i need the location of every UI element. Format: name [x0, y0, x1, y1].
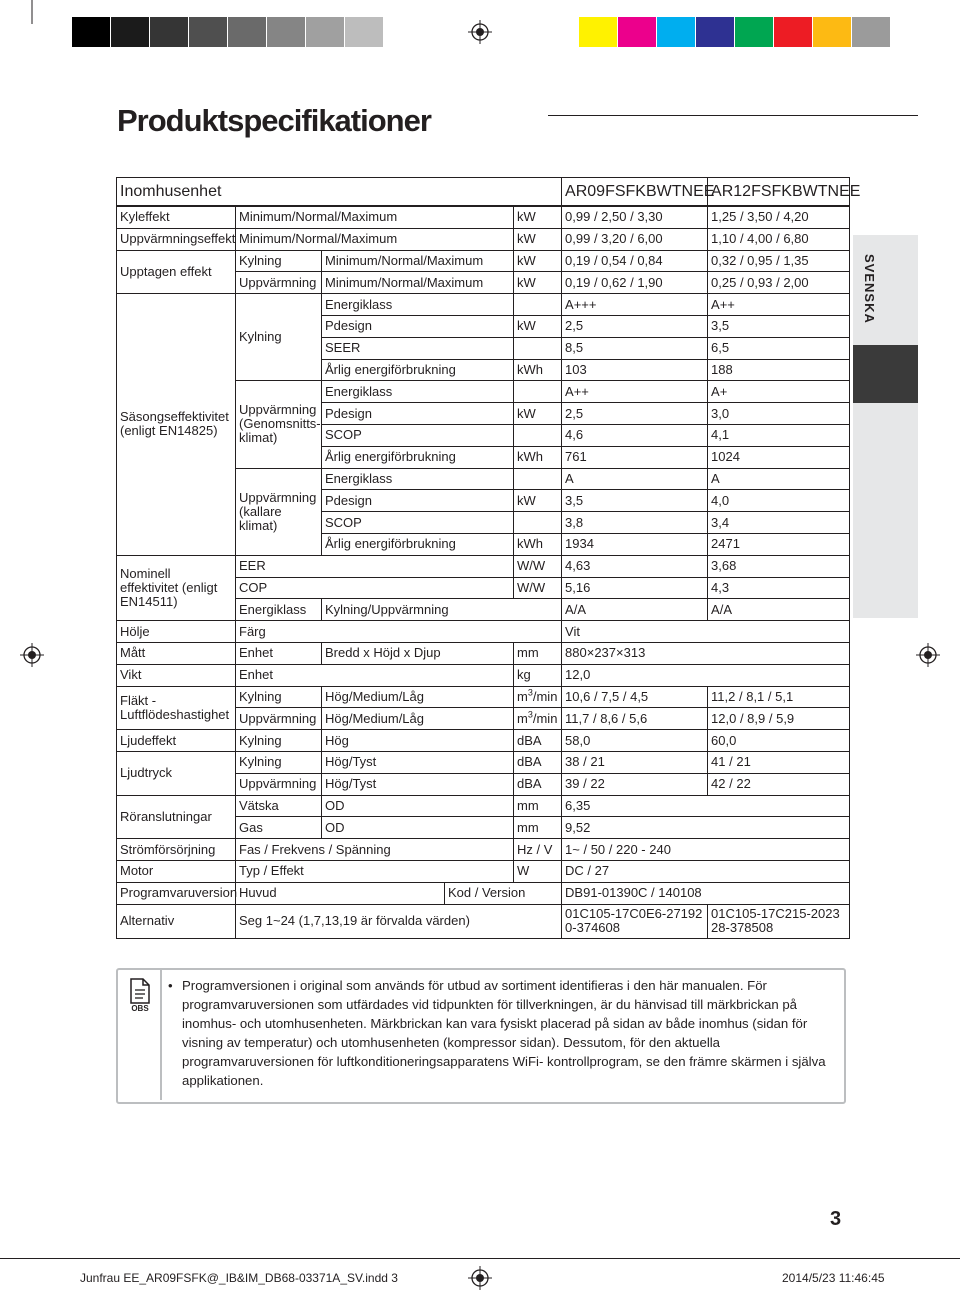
row-label: Uppvärmningseffekt	[117, 228, 236, 250]
registration-mark-icon	[468, 1266, 492, 1290]
value-cell: 3,8	[562, 512, 708, 534]
unit-cell: $m^3/\min$	[514, 686, 562, 708]
value-cell: A++	[562, 381, 708, 403]
row-label: Mått	[117, 642, 236, 664]
value-cell: 880×237×313	[562, 642, 850, 664]
value-cell: 6,5	[708, 337, 850, 359]
value-cell: 4,63	[562, 555, 708, 577]
process-color-swatch	[696, 17, 734, 47]
table-row	[117, 250, 850, 272]
row-param: Kod / Version	[445, 882, 562, 904]
row-label: Nominell effektivitet (enligt EN14511)	[117, 555, 236, 620]
value-cell: 58,0	[562, 730, 708, 752]
row-sublabel: Minimum/Normal/Maximum	[236, 228, 514, 250]
row-sublabel: Fas / Frekvens / Spänning	[236, 839, 514, 861]
value-cell: 4,1	[708, 424, 850, 446]
row-label: Motor	[117, 860, 236, 882]
row-param: Årlig energiförbrukning	[322, 446, 514, 468]
value-cell: 9,52	[562, 817, 850, 839]
value-cell: 3,68	[708, 555, 850, 577]
gray-swatch	[189, 17, 227, 47]
table-header-row	[117, 178, 850, 207]
unit-cell: kW	[514, 403, 562, 425]
value-cell: 1~ / 50 / 220 - 240	[562, 839, 850, 861]
value-cell: 1934	[562, 533, 708, 555]
row-param: Minimum/Normal/Maximum	[322, 250, 514, 272]
value-cell: 41 / 21	[708, 751, 850, 773]
registration-mark-icon	[20, 0, 44, 24]
unit-cell: kWh	[514, 446, 562, 468]
process-color-swatch	[813, 17, 851, 47]
unit-cell	[514, 468, 562, 490]
row-sublabel: Enhet	[236, 642, 322, 664]
value-cell: 4,0	[708, 490, 850, 512]
unit-cell: kWh	[514, 359, 562, 381]
footer-rule	[0, 1258, 960, 1259]
row-param: Pdesign	[322, 403, 514, 425]
row-label: Strömförsörjning	[117, 839, 236, 861]
value-cell: 0,19 / 0,62 / 1,90	[562, 272, 708, 294]
table-row	[117, 294, 850, 316]
gray-swatch	[345, 17, 383, 47]
row-param: Hög/Medium/Låg	[322, 708, 514, 730]
row-sublabel: Kylning	[236, 730, 322, 752]
unit-cell: dBA	[514, 730, 562, 752]
row-param: Kylning/Uppvärmning	[322, 599, 562, 621]
table-row	[117, 904, 850, 938]
row-label: Programvaruversion	[117, 882, 236, 904]
row-label: Ljudtryck	[117, 751, 236, 795]
row-sublabel: Typ / Effekt	[236, 860, 514, 882]
table-row	[117, 751, 850, 773]
row-sublabel: Seg 1~24 (1,7,13,19 är förvalda värden)	[236, 904, 562, 938]
table-row	[117, 642, 850, 664]
unit-cell: W	[514, 860, 562, 882]
value-cell: 3,5	[708, 315, 850, 337]
unit-cell	[514, 381, 562, 403]
value-cell: 11,7 / 8,6 / 5,6	[562, 708, 708, 730]
row-label: Fläkt - Luftflödeshastighet	[117, 686, 236, 730]
row-sublabel: Gas	[236, 817, 322, 839]
spec-table	[116, 177, 861, 939]
unit-cell	[514, 424, 562, 446]
table-row	[117, 882, 850, 904]
row-sublabel: Energiklass	[236, 599, 322, 621]
gray-swatch	[267, 17, 305, 47]
registration-mark-icon	[20, 643, 44, 667]
unit-cell: kW	[514, 206, 562, 228]
unit-cell: kW	[514, 250, 562, 272]
value-cell: 2471	[708, 533, 850, 555]
value-cell: 38 / 21	[562, 751, 708, 773]
row-sublabel: Vätska	[236, 795, 322, 817]
header-model-a: AR09FSFKBWTNEE	[562, 178, 708, 207]
row-param: SCOP	[322, 424, 514, 446]
row-sublabel: Kylning	[236, 686, 322, 708]
row-param: Hög/Medium/Låg	[322, 686, 514, 708]
unit-cell: kW	[514, 315, 562, 337]
value-cell: 103	[562, 359, 708, 381]
value-cell: 1,25 / 3,50 / 4,20	[708, 206, 850, 228]
value-cell: A+++	[562, 294, 708, 316]
value-cell: 10,6 / 7,5 / 4,5	[562, 686, 708, 708]
row-param: Årlig energiförbrukning	[322, 533, 514, 555]
title-rule	[548, 115, 918, 116]
value-cell: 12,0	[562, 664, 850, 686]
value-cell: 1024	[708, 446, 850, 468]
value-cell: 0,32 / 0,95 / 1,35	[708, 250, 850, 272]
unit-cell	[514, 294, 562, 316]
unit-cell: kW	[514, 272, 562, 294]
row-label: Röranslutningar	[117, 795, 236, 839]
row-param: Pdesign	[322, 490, 514, 512]
unit-cell: mm	[514, 642, 562, 664]
value-cell: 4,3	[708, 577, 850, 599]
unit-cell: mm	[514, 817, 562, 839]
value-cell: 0,19 / 0,54 / 0,84	[562, 250, 708, 272]
value-cell: 2,5	[562, 315, 708, 337]
process-color-swatch	[618, 17, 656, 47]
table-row	[117, 621, 850, 643]
row-sublabel: Uppvärmning (kallare klimat)	[236, 468, 322, 555]
gray-swatch	[72, 17, 110, 47]
note-obs-label: OBS	[131, 1004, 149, 1013]
row-param: Hög/Tyst	[322, 773, 514, 795]
row-sublabel: Uppvärmning	[236, 773, 322, 795]
process-color-swatch	[735, 17, 773, 47]
unit-cell	[514, 337, 562, 359]
value-cell: 01C105-17C0E6-271920-374608	[562, 904, 708, 938]
row-sublabel: Färg	[236, 621, 562, 643]
unit-cell: kW	[514, 490, 562, 512]
unit-cell: mm	[514, 795, 562, 817]
process-color-swatch	[657, 17, 695, 47]
row-label: Ljudeffekt	[117, 730, 236, 752]
unit-cell: kWh	[514, 533, 562, 555]
unit-cell: kW	[514, 228, 562, 250]
row-param: Bredd x Höjd x Djup	[322, 642, 514, 664]
row-label: Hölje	[117, 621, 236, 643]
value-cell: Vit	[562, 621, 850, 643]
row-sublabel: Enhet	[236, 664, 514, 686]
value-cell: 3,4	[708, 512, 850, 534]
value-cell: 4,6	[562, 424, 708, 446]
value-cell: 01C105-17C215-202328-378508	[708, 904, 850, 938]
value-cell: A+	[708, 381, 850, 403]
value-cell: 3,0	[708, 403, 850, 425]
table-row	[117, 664, 850, 686]
value-cell: 12,0 / 8,9 / 5,9	[708, 708, 850, 730]
value-cell: 60,0	[708, 730, 850, 752]
page-title: Produktspecifikationer	[117, 103, 431, 138]
table-row	[117, 730, 850, 752]
unit-cell	[514, 512, 562, 534]
gray-swatch	[150, 17, 188, 47]
row-param: Pdesign	[322, 315, 514, 337]
note-document-icon	[127, 978, 153, 1006]
note-bullet: •	[168, 978, 173, 993]
unit-cell: dBA	[514, 773, 562, 795]
value-cell: DC / 27	[562, 860, 850, 882]
value-cell: 3,5	[562, 490, 708, 512]
value-cell: 11,2 / 8,1 / 5,1	[708, 686, 850, 708]
unit-cell: kg	[514, 664, 562, 686]
value-cell: 8,5	[562, 337, 708, 359]
row-label: Kyleffekt	[117, 206, 236, 228]
gray-swatch	[306, 17, 344, 47]
row-sublabel: COP	[236, 577, 514, 599]
value-cell: 0,25 / 0,93 / 2,00	[708, 272, 850, 294]
row-label: Säsongseffektivitet (enligt EN14825)	[117, 294, 236, 556]
row-sublabel: Kylning	[236, 294, 322, 381]
row-param: SEER	[322, 337, 514, 359]
process-color-swatch	[774, 17, 812, 47]
unit-cell: W/W	[514, 577, 562, 599]
row-param: SCOP	[322, 512, 514, 534]
unit-cell: dBA	[514, 751, 562, 773]
value-cell: A/A	[708, 599, 850, 621]
note-text	[168, 976, 828, 1090]
registration-mark-icon	[916, 643, 940, 667]
header-unit: Inomhusenhet	[117, 178, 562, 207]
row-sublabel: Uppvärmning (Genomsnitts-klimat)	[236, 381, 322, 468]
row-label: Alternativ	[117, 904, 236, 938]
table-row	[117, 839, 850, 861]
value-cell: 1,10 / 4,00 / 6,80	[708, 228, 850, 250]
row-param: Energiklass	[322, 381, 514, 403]
value-cell: 0,99 / 2,50 / 3,30	[562, 206, 708, 228]
row-sublabel: Uppvärmning	[236, 272, 322, 294]
unit-cell: W/W	[514, 555, 562, 577]
row-sublabel: Uppvärmning	[236, 708, 322, 730]
value-cell: 2,5	[562, 403, 708, 425]
table-row	[117, 555, 850, 577]
note-body: Programversionen i original som används för utbud av sortiment identifieras i den här manualen. För programvaruversionen som utfärdades vid tidpunkten för tillverkningen, är du hänvisad till märkbrickan på inomhus- och utomhusenheten. Märkbrickan kan vara fysiskt placerad på sidan av både inomhus (sidan för visning av temperatur) och utomhusenheten (kompressor sidan). Dessutom, för den aktuella programvaruversionen för luftkonditioneringsapparatens WiFi- kontrollprogram, se den främre skärmen i själva applikationen.	[182, 978, 826, 1088]
value-cell: A	[708, 468, 850, 490]
table-row	[117, 228, 850, 250]
row-sublabel: Minimum/Normal/Maximum	[236, 206, 514, 228]
gray-swatch	[228, 17, 266, 47]
row-label: Vikt	[117, 664, 236, 686]
page-number: 3	[830, 1208, 842, 1230]
language-label: SVENSKA	[862, 254, 877, 324]
table-row	[117, 860, 850, 882]
value-cell: 42 / 22	[708, 773, 850, 795]
row-param: Energiklass	[322, 294, 514, 316]
row-sublabel: EER	[236, 555, 514, 577]
row-param: Hög	[322, 730, 514, 752]
row-param: OD	[322, 817, 514, 839]
table-row	[117, 795, 850, 817]
value-cell: 188	[708, 359, 850, 381]
footer-filename: Junfrau EE_AR09FSFK@_IB&IM_DB68-03371A_SV.indd 3	[80, 1271, 398, 1285]
registration-mark-icon	[468, 20, 492, 44]
value-cell: A++	[708, 294, 850, 316]
header-model-b: AR12FSFKBWTNEE	[708, 178, 850, 207]
unit-cell: Hz / V	[514, 839, 562, 861]
gray-swatch	[111, 17, 149, 47]
row-sublabel: Huvud	[236, 882, 445, 904]
value-cell: 39 / 22	[562, 773, 708, 795]
value-cell: DB91-01390C / 140108	[562, 882, 850, 904]
process-color-swatch	[579, 17, 617, 47]
table-row	[117, 206, 850, 228]
row-sublabel: Kylning	[236, 751, 322, 773]
unit-cell: $m^3/\min$	[514, 708, 562, 730]
footer-timestamp: 2014/5/23 11:46:45	[782, 1271, 885, 1285]
side-tab-marker	[853, 345, 918, 403]
value-cell: 6,35	[562, 795, 850, 817]
row-param: OD	[322, 795, 514, 817]
value-cell: 5,16	[562, 577, 708, 599]
row-sublabel: Kylning	[236, 250, 322, 272]
process-color-swatch	[852, 17, 890, 47]
row-param: Energiklass	[322, 468, 514, 490]
value-cell: 761	[562, 446, 708, 468]
row-param: Årlig energiförbrukning	[322, 359, 514, 381]
row-param: Minimum/Normal/Maximum	[322, 272, 514, 294]
value-cell: A	[562, 468, 708, 490]
value-cell: 0,99 / 3,20 / 6,00	[562, 228, 708, 250]
row-label: Upptagen effekt	[117, 250, 236, 294]
row-param: Hög/Tyst	[322, 751, 514, 773]
value-cell: A/A	[562, 599, 708, 621]
table-row	[117, 686, 850, 708]
